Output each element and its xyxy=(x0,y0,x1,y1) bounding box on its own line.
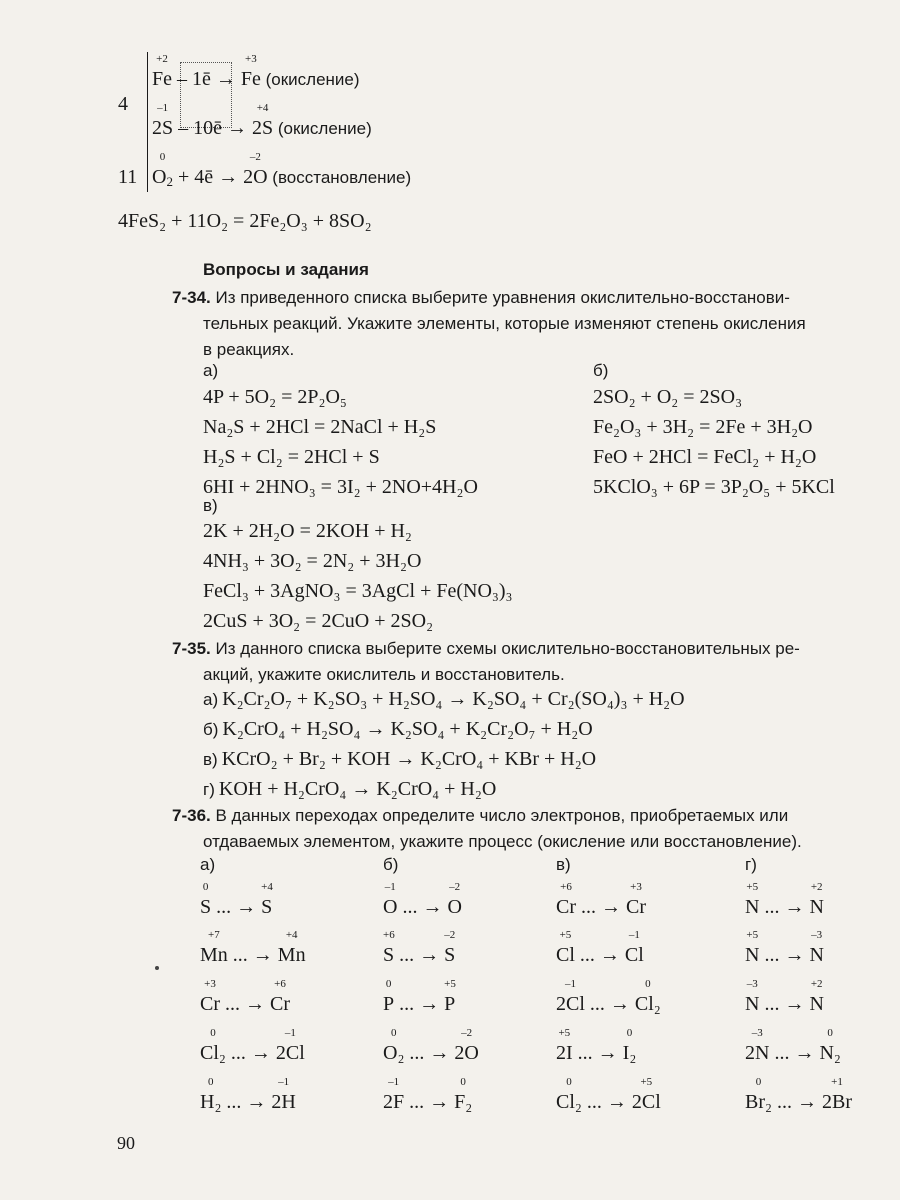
group-b-label: б) xyxy=(593,361,609,380)
transition-item: 0 S ... → +4 S xyxy=(200,881,273,918)
printing-dot xyxy=(155,966,159,970)
transition-item: +5 2I ... → 0 I₂ xyxy=(556,1027,637,1064)
list-item: б) K₂CrO₄ + H₂SO₄ → K₂SO₄ + K₂Cr₂O₇ + H₂O xyxy=(203,718,593,740)
equation: 2CuS + 3O₂ = 2CuO + 2SO₂ xyxy=(203,610,434,632)
transition-item: 0 Cl₂ ... → +5 2Cl xyxy=(556,1076,661,1113)
summary-equation: 4FeS₂ + 11O₂ = 2Fe₂O₃ + 8SO₂ xyxy=(118,210,372,232)
equation: 2SO₂ + O₂ = 2SO₃ xyxy=(593,386,743,408)
column-label-d: г) xyxy=(745,855,757,874)
equation: 2K + 2H₂O = 2KOH + H₂ xyxy=(203,520,412,542)
equation: 4NH₃ + 3O₂ = 2N₂ + 3H₂O xyxy=(203,550,422,572)
group-c-label: в) xyxy=(203,496,218,515)
transition-item: +6 S ... → –2 S xyxy=(383,929,456,966)
transition-item: +6 Cr ... → +3 Cr xyxy=(556,881,646,918)
group-b-equations xyxy=(593,382,835,502)
balance-row-1: +2 Fe – 1ē → +3 Fe (окисление) xyxy=(152,53,360,90)
transition-item: +5 Cl ... → –1 Cl xyxy=(556,929,644,966)
balance-brace xyxy=(147,52,148,192)
task-7-34-text: 7-34. Из приведенного списка выберите уравнения окислительно-восстанови- тельных реакций. Укажите элементы, которые изменяют степень окисления в реакциях. xyxy=(172,288,806,359)
transition-item: –3 2N ... → 0 N₂ xyxy=(745,1027,841,1064)
equation: 4P + 5O₂ = 2P₂O₅ xyxy=(203,386,347,408)
equation: Fe₂O₃ + 3H₂ = 2Fe + 3H₂O xyxy=(593,416,813,438)
balance-row-3: 0 $O_2$ + 4ē → –2 2O (восстановление) xyxy=(152,151,412,189)
list-item: в) KCrO₂ + Br₂ + KOH → K₂CrO₄ + KBr + H₂O xyxy=(203,748,597,770)
task-number: 7-34. xyxy=(172,288,211,307)
transition-item: 0 O₂ ... → –2 2O xyxy=(383,1027,479,1064)
equation: 5KClO₃ + 6P = 3P₂O₅ + 5KCl xyxy=(593,476,835,498)
coefficient-top: 4 xyxy=(118,93,128,115)
group-a-label: а) xyxy=(203,361,219,380)
list-item: а) K₂Cr₂O₇ + K₂SO₃ + H₂SO₄ → K₂SO₄ + Cr₂(SO₄)₃ + H₂O xyxy=(203,688,685,710)
transition-item: –3 N ... → +2 N xyxy=(745,978,824,1015)
transition-item: +5 N ... → +2 N xyxy=(745,881,824,918)
transition-item: +3 Cr ... → +6 Cr xyxy=(200,978,290,1015)
task-number: 7-36. xyxy=(172,806,211,825)
transition-item: –1 2Cl ... → 0 Cl₂ xyxy=(556,978,661,1015)
group-c-equations xyxy=(203,516,513,636)
list-item: г) KOH + H₂CrO₄ → K₂CrO₄ + H₂O xyxy=(203,778,497,800)
equation: FeCl₃ + 3AgNO₃ = 3AgCl + Fe(NO₃)₃ xyxy=(203,580,513,602)
balance-row-2: –1 2S – 10ē → +4 2S (окисление) xyxy=(152,102,372,139)
equation: 6HI + 2HNO₃ = 3I₂ + 2NO+4H₂O xyxy=(203,476,478,498)
coefficient-bottom: 11 xyxy=(118,166,138,188)
page-number: 90 xyxy=(117,1133,135,1153)
equation: Na₂S + 2HCl = 2NaCl + H₂S xyxy=(203,416,437,438)
equation: FeO + 2HCl = FeCl₂ + H₂O xyxy=(593,446,817,468)
transition-item: –1 2F ... → 0 F₂ xyxy=(383,1076,473,1113)
section-title: Вопросы и задания xyxy=(203,260,369,279)
transition-item: 0 H₂ ... → –1 2H xyxy=(200,1076,296,1113)
task-7-35-text: 7-35. Из данного списка выберите схемы окислительно-восстановительных ре- акций, укажите окислитель и восстановитель. xyxy=(172,639,800,684)
task-7-36-text: 7-36. В данных переходах определите число электронов, приобретаемых или отдаваемых элементом, укажите процесс (окисление или восстановление). xyxy=(172,806,802,851)
transition-item: 0 Cl₂ ... → –1 2Cl xyxy=(200,1027,305,1064)
group-a-equations xyxy=(203,382,478,502)
transition-item: 0 P ... → +5 P xyxy=(383,978,456,1015)
transition-item: +7 Mn ... → +4 Mn xyxy=(200,929,306,966)
equation: H₂S + Cl₂ = 2HCl + S xyxy=(203,446,380,468)
transition-item: +5 N ... → –3 N xyxy=(745,929,824,966)
task-7-35-items xyxy=(203,685,685,805)
column-label-a: а) xyxy=(200,855,216,874)
transition-item: 0 Br₂ ... → +1 2Br xyxy=(745,1076,852,1113)
column-label-b: б) xyxy=(383,855,399,874)
task-number: 7-35. xyxy=(172,639,211,658)
transition-item: –1 O ... → –2 O xyxy=(383,881,462,918)
column-label-c: в) xyxy=(556,855,571,874)
